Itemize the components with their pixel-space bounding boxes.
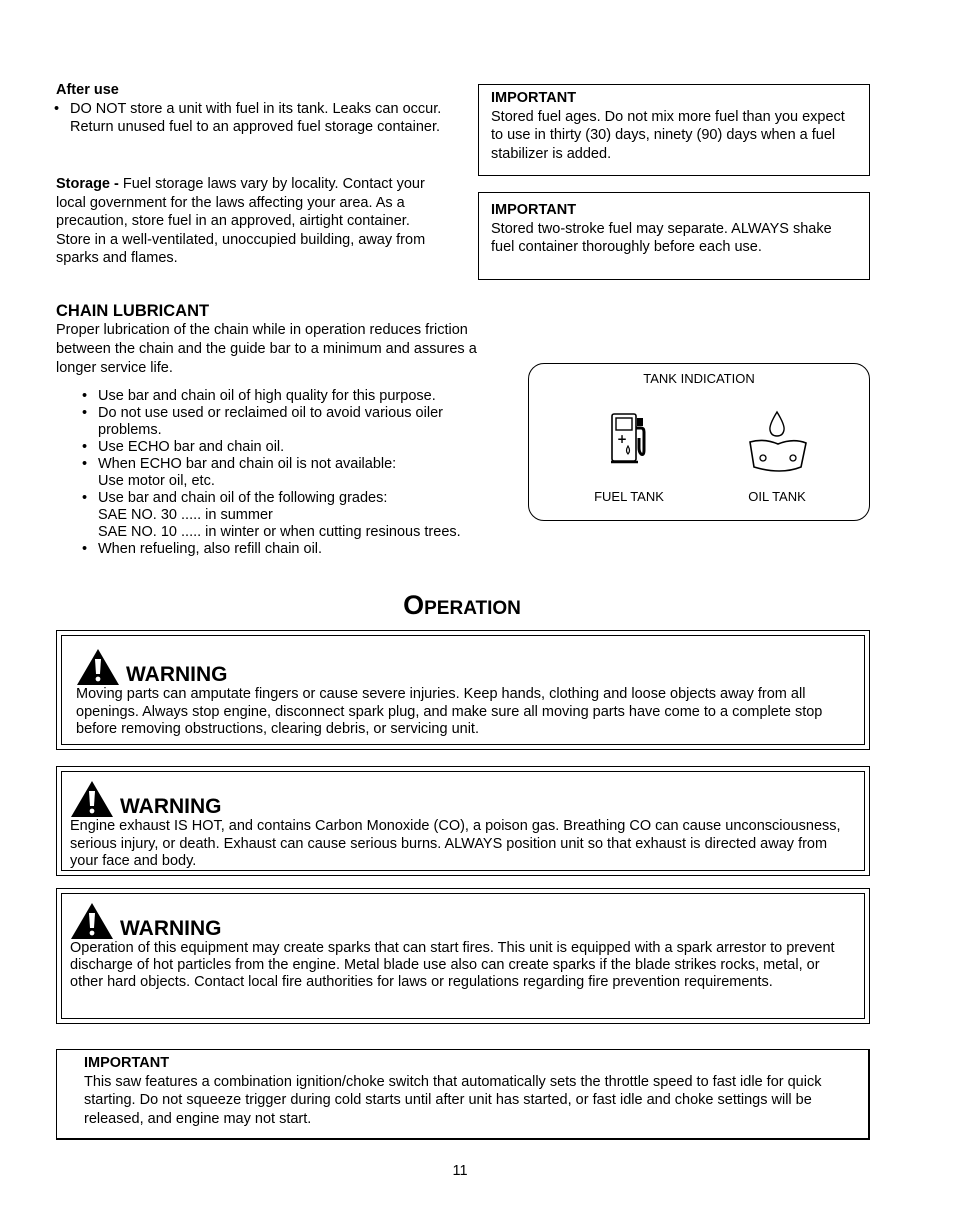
storage-label: Storage -: [56, 176, 119, 192]
list-item: • Do not use used or reclaimed oil to avoid various oiler problems.: [98, 405, 478, 439]
warning-text: Engine exhaust IS HOT, and contains Carbon Monoxide (CO), a poison gas. Breathing CO can cause unconsciousness, serious injury, or death. Exhaust can cause serious burns. ALWAYS position unit so that exhaust is directed away from your face and body.: [70, 818, 841, 869]
warning-inner: [61, 771, 865, 871]
warning-header: [70, 778, 856, 818]
sub-text: SAE NO. 10 ..... in winter or when cutting resinous trees.: [98, 524, 461, 540]
warning-box-sparks: [56, 888, 870, 1024]
oil-tank-label: OIL TANK: [748, 489, 806, 504]
page-number: 11: [452, 1163, 468, 1179]
after-use-section: [56, 81, 456, 137]
warning-title: WARNING: [126, 663, 228, 686]
list-item: [98, 490, 498, 541]
chain-lubricant-intro: Proper lubrication of the chain while in operation reduces friction between the chain and the guide bar to a minimum and assures a longer service life.: [56, 322, 477, 376]
warning-header: [70, 900, 856, 940]
tank-indication-panel: [528, 363, 870, 521]
important-title: IMPORTANT: [491, 90, 577, 106]
storage-text: Fuel storage laws vary by locality. Contact your local government for the laws affecting your area. As a precaution, store fuel in an approved, airtight container. Store in a well-ventilated, unoccupied building, away from sparks and flames.: [56, 176, 426, 266]
chain-lubricant-heading: CHAIN LUBRICANT: [56, 302, 210, 320]
warning-title: WARNING: [120, 917, 222, 940]
operation-heading: [0, 590, 924, 620]
storage-paragraph: [56, 175, 441, 268]
warning-text: Moving parts can amputate fingers or cause severe injuries. Keep hands, clothing and loose objects away from all openings. Always stop engine, disconnect spark plug, and make sure all moving parts have come to a complete stop before removing obstructions, clearing debris, or servicing unit.: [76, 686, 823, 737]
list-item: • Use ECHO bar and chain oil.: [98, 439, 498, 456]
warning-header: [76, 646, 856, 686]
oil-drop-chain-icon: [747, 408, 809, 476]
tank-indication-title: TANK INDICATION: [643, 371, 755, 386]
svg-text:+: +: [617, 432, 628, 446]
important-text: This saw features a combination ignition/choke switch that automatically sets the throttle speed to fast idle for quick starting. Do not squeeze trigger during cold starts until after unit has started, or fast idle and choke settings will be released, and engine may not start.: [84, 1073, 822, 1127]
list-item: • DO NOT store a unit with fuel in its tank. Leaks can occur. Return unused fuel to an approved fuel storage container.: [70, 100, 456, 137]
after-use-list: [70, 100, 456, 137]
warning-box-moving-parts: [56, 630, 870, 750]
warning-text: Operation of this equipment may create sparks that can start fires. This unit is equipped with a spark arrestor to prevent discharge of hot particles from the engine. Metal blade use also can create sparks if the blade strikes rocks, metal, or other hard objects. Contact local fire authorities for laws or regulations regarding fire prevention requirements.: [70, 940, 835, 990]
chain-lubricant-list: [98, 388, 498, 558]
important-title: IMPORTANT: [84, 1055, 170, 1071]
fuel-tank-label: FUEL TANK: [594, 489, 664, 504]
important-text: Stored fuel ages. Do not mix more fuel than you expect to use in thirty (30) days, ninety (90) days when a fuel stabilizer is added.: [491, 108, 845, 162]
important-box-fuel-separate: [478, 192, 870, 280]
bullet-text: Use bar and chain oil of the following grades:: [98, 490, 388, 506]
warning-triangle-icon: [70, 780, 114, 818]
warning-title: WARNING: [120, 795, 222, 818]
warning-inner: [61, 893, 865, 1019]
list-item: • Use bar and chain oil of high quality for this purpose.: [98, 388, 498, 405]
list-item: • When refueling, also refill chain oil.: [98, 541, 498, 558]
operation-heading-first: O: [403, 590, 425, 620]
fuel-pump-icon: [609, 410, 651, 466]
warning-box-exhaust: [56, 766, 870, 876]
warning-inner: [61, 635, 865, 745]
after-use-heading: After use: [56, 82, 119, 98]
important-title: IMPORTANT: [491, 202, 577, 218]
sub-text: Use motor oil, etc.: [98, 473, 215, 489]
important-box-ignition-choke: [56, 1049, 870, 1140]
sub-text: SAE NO. 30 ..... in summer: [98, 507, 273, 523]
important-text: Stored two-stroke fuel may separate. ALWAYS shake fuel container thoroughly before each use.: [491, 220, 832, 255]
important-box-fuel-ages: [478, 84, 870, 176]
warning-triangle-icon: [70, 902, 114, 940]
list-item: [98, 456, 498, 490]
operation-heading-rest: PERATION: [424, 598, 521, 619]
bullet-text: When ECHO bar and chain oil is not available:: [98, 456, 397, 472]
warning-triangle-icon: [76, 648, 120, 686]
chain-lubricant-section: [56, 301, 486, 378]
